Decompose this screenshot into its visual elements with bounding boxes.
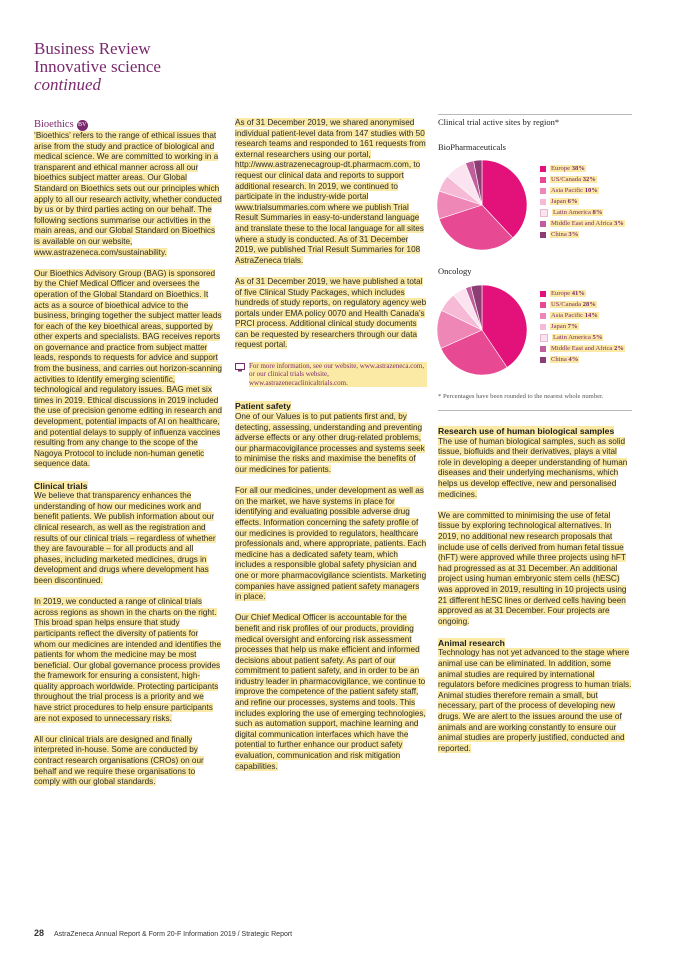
section-title: Business Review [34, 39, 151, 58]
legend-label: China 3% [551, 231, 579, 238]
animal-research-heading: Animal research [438, 637, 505, 648]
bioethics-heading: Bioethics BV [34, 119, 87, 130]
legend-value: 8% [592, 209, 603, 216]
clinical-trials-heading: Clinical trials [34, 480, 88, 491]
legend-label: China 4% [551, 356, 579, 363]
bioethics-paragraph-1: ‘Bioethics’ refers to the range of ethical issues that arise from the study and practice of biological and medical science. We are committed to working in a transparent and ethical manner across all our bioethics subject matter areas. Our Global Standard on Bioethics sets out our principles which apply to all our research activity, whether conducted by us or by third parties acting on our behalf. The following sections summarise our activities in the main areas, and our Global Standard on Bioethics is available on our website, www.astrazeneca.com/sustainability. [34, 131, 222, 257]
legend-item [540, 332, 625, 343]
legend-label: Asia Pacific 10% [551, 187, 598, 194]
more-info-note [235, 362, 427, 388]
footer-text: AstraZeneca Annual Report & Form 20-F Information 2019 / Strategic Report [54, 931, 293, 938]
legend-value: 4% [568, 356, 579, 363]
legend-swatch [540, 313, 546, 319]
page-footer [34, 928, 292, 938]
legend-label: Europe 38% [551, 165, 585, 172]
legend-label: Latin America 5% [553, 334, 603, 341]
section-subtitle: Innovative science [34, 57, 161, 76]
legend-swatch [540, 177, 546, 183]
patient-safety-paragraph-3: Our Chief Medical Officer is accountable for the benefit and risk profiles of our products, providing medical oversight and enforcing risk assessment processes that help us make efficient and informed decisions about patient safety. As part of our commitment to patient safety, and in order to be an industry leader in pharmacovigilance, we continue to improve the competence of the patient safety staff, and refine our processes, systems and tools. This includes exploring the use of emerging technologies, such as automation support, machine learning and digital communication interfaces which have the potential to further enhance our product safety evaluation, communication and risk mitigation capabilities. [235, 613, 426, 771]
bioethics-paragraph-2: Our Bioethics Advisory Group (BAG) is sponsored by the Chief Medical Officer and oversees the operation of the Global Standard on Bioethics. It acts as a source of bioethical advice to the business, bringing together the subject matter leads for each of the key bioethical areas, supported by other experts and specialists. BAG receives reports on governance and practice from subject matter leads, responds to requests for advice and support from the business, and carries out horizon-scanning activities to identify emerging scientific, technological and regulatory issues. BAG met six times in 2019. Ethical discussions in 2019 included the use of precision genome editing in research and development, potential impacts of AI on healthcare, and potential delays to supply of influenza vaccines resulting from any change to the scope of the Nagoya Protocol to include non-human genetic sequence data. [34, 268, 222, 469]
legend-swatch [540, 199, 546, 205]
human-samples-paragraph-1: The use of human biological samples, such as solid tissue, biofluids and their derivatives, plays a vital role in developing a deeper understanding of human diseases and their underlying mechanisms, which helps us develop effective, new and personalised medicines. [438, 436, 628, 499]
chart-bottom-rule [438, 410, 632, 411]
legend-value: 41% [571, 290, 585, 297]
legend-label: Asia Pacific 14% [551, 312, 598, 319]
legend-swatch [540, 166, 546, 172]
human-samples-paragraph-2: We are committed to minimising the use of fetal tissue by exploring technological alternatives. In 2019, no additional new research proposals that include use of cells derived from human fetal tissue (hFT) were approved while three projects using hFT had progressed as at 31 December. An additional project using human embryonic stem cells (hESC) was approved in 2019, resulting in 10 projects using 21 different hESC lines or derived cells having been approved as at 31 December. Four projects are ongoing. [438, 510, 627, 626]
oncology-legend [540, 288, 625, 365]
legend-item [540, 218, 625, 229]
legend-value: 14% [584, 312, 598, 319]
page-number: 28 [34, 928, 45, 938]
legend-item [540, 174, 625, 185]
column-1 [34, 118, 222, 798]
legend-swatch [540, 324, 546, 330]
patient-safety-paragraph-1: One of our Values is to put patients first and, by detecting, assessing, understanding and preventing adverse effects or any other drug-related problems, our pharmacovigilance processes and systems seek to minimise the risks and maximise the benefits of our medicines for patients. [235, 412, 425, 474]
oncology-subtitle: Oncology [438, 266, 472, 276]
chart-title: Clinical trial active sites by region* [438, 117, 560, 127]
legend-item [540, 163, 625, 174]
legend-label: Middle East and Africa 2% [551, 345, 624, 352]
clinical-trials-paragraph-1: We believe that transparency enhances the understanding of how our medicines work and benefit patients. We publish information about our clinical research, as well as the registration and results of our clinical trials – regardless of whether they are favourable – for all products and all phases, including marketed medicines, drugs in development and drugs where development has been discontinued. [34, 491, 216, 585]
legend-item [540, 185, 625, 196]
legend-value: 28% [582, 301, 596, 308]
legend-item [540, 354, 625, 365]
biopharma-subtitle: BioPharmaceuticals [438, 142, 506, 152]
legend-swatch [540, 346, 546, 352]
legend-label: US/Canada 32% [551, 176, 596, 183]
legend-value: 32% [582, 176, 596, 183]
chart-top-rule [438, 114, 632, 115]
legend-item [540, 229, 625, 240]
chart-footnote: * Percentages have been rounded to the nearest whole number. [438, 393, 604, 400]
legend-swatch [540, 221, 546, 227]
more-info-text[interactable]: For more information, see our website, www.astrazeneca.com, or our clinical trials website, www.astrazenecaclinicaltrials.com. [249, 362, 427, 388]
oncology-pie-chart [432, 280, 532, 380]
computer-icon [235, 363, 245, 372]
legend-value: 6% [567, 198, 578, 205]
legend-value: 3% [614, 220, 624, 227]
patient-safety-heading: Patient safety [235, 401, 291, 412]
legend-item [540, 299, 625, 310]
continued-label: continued [34, 75, 102, 94]
legend-value: 2% [614, 345, 624, 352]
legend-item [540, 321, 625, 332]
legend-value: 3% [568, 231, 579, 238]
legend-swatch [540, 357, 546, 363]
biopharma-legend [540, 163, 625, 240]
legend-swatch [540, 291, 546, 297]
patient-safety-paragraph-2: For all our medicines, under development as well as on the market, we have systems in place for identifying and evaluating possible adverse drug effects. Information concerning the safety profile of our medicines is provided to regulators, healthcare professionals and, where appropriate, patients. Each medicine has a dedicated safety team, which includes a responsible global safety physician and one or more pharmacovigilance scientists. Marketing companies have assigned patient safety managers in place. [235, 486, 427, 602]
legend-label: Japan 7% [551, 323, 578, 330]
legend-item [540, 310, 625, 321]
column-2 [235, 118, 427, 783]
legend-item [540, 343, 625, 354]
legend-swatch [540, 302, 546, 308]
page-header [34, 40, 161, 94]
data-sharing-paragraph: As of 31 December 2019, we shared anonymised individual patient-level data from 147 studies with 50 research teams and responded to 161 requests from external researchers using our portal, http://www.astrazenecagroup-dt.pharmacm.com, to request our clinical data and reports to support additional research. In 2019, we continued to participate in the industry-wide portal www.trialsummaries.com where we publish Trial Result Summaries in easy-to-understand language and translate these to the local language for all sites where a study is conducted. As of 31 December 2019, we published Trial Result Summaries for 108 AstraZeneca trials. [235, 118, 426, 265]
animal-research-paragraph: Technology has not yet advanced to the stage where animal use can be eliminated. In addition, some animal studies are required by international regulators before medicines progress to human trials. Animal studies therefore remain a small, but necessary, part of the process of developing new drugs. We are alert to the issues around the use of animals and are working constantly to ensure our animal studies are properly justified, conducted and reported. [438, 648, 632, 753]
legend-value: 38% [571, 165, 585, 172]
legend-item [540, 207, 625, 218]
human-samples-heading: Research use of human biological samples [438, 426, 615, 436]
legend-label: US/Canada 28% [551, 301, 596, 308]
legend-value: 10% [584, 187, 598, 194]
legend-label: Japan 6% [551, 198, 578, 205]
legend-swatch [540, 188, 546, 194]
bv-badge-icon: BV [77, 120, 88, 131]
legend-label: Middle East and Africa 3% [551, 220, 624, 227]
legend-value: 5% [592, 334, 603, 341]
study-packages-paragraph: As of 31 December 2019, we have published a total of five Clinical Study Packages, which includes hundreds of study reports, on regulatory agency web portals under EMA policy 0070 and Health Canada’s PRCI process. Additional clinical study documents can be requested by researchers through our data request portal. [235, 276, 427, 350]
legend-label: Latin America 8% [553, 209, 603, 216]
legend-label: Europe 41% [551, 290, 585, 297]
legend-item [540, 196, 625, 207]
legend-swatch [540, 209, 548, 217]
biopharma-pie-chart [432, 155, 532, 255]
clinical-trials-paragraph-3: All our clinical trials are designed and finally interpreted in-house. Some are conducted by contract research organisations (CROs) on our behalf and we require these organisations to comply with our global standards. [34, 734, 204, 787]
legend-item [540, 288, 625, 299]
legend-swatch [540, 232, 546, 238]
clinical-trials-paragraph-2: In 2019, we conducted a range of clinical trials across regions as shown in the charts on the right. This broad span helps ensure that study participants reflect the diversity of patients for whom our medicines are intended and identifies the patients for whom the medicine may be most beneficial. Our global governance process provides the framework for ensuring a consistent, high-quality approach worldwide. Protecting participants throughout the trial process is a priority and we have strict procedures to help ensure participants are not exposed to unnecessary risks. [34, 597, 222, 723]
legend-swatch [540, 334, 548, 342]
legend-value: 7% [567, 323, 578, 330]
column-3 [438, 426, 632, 765]
